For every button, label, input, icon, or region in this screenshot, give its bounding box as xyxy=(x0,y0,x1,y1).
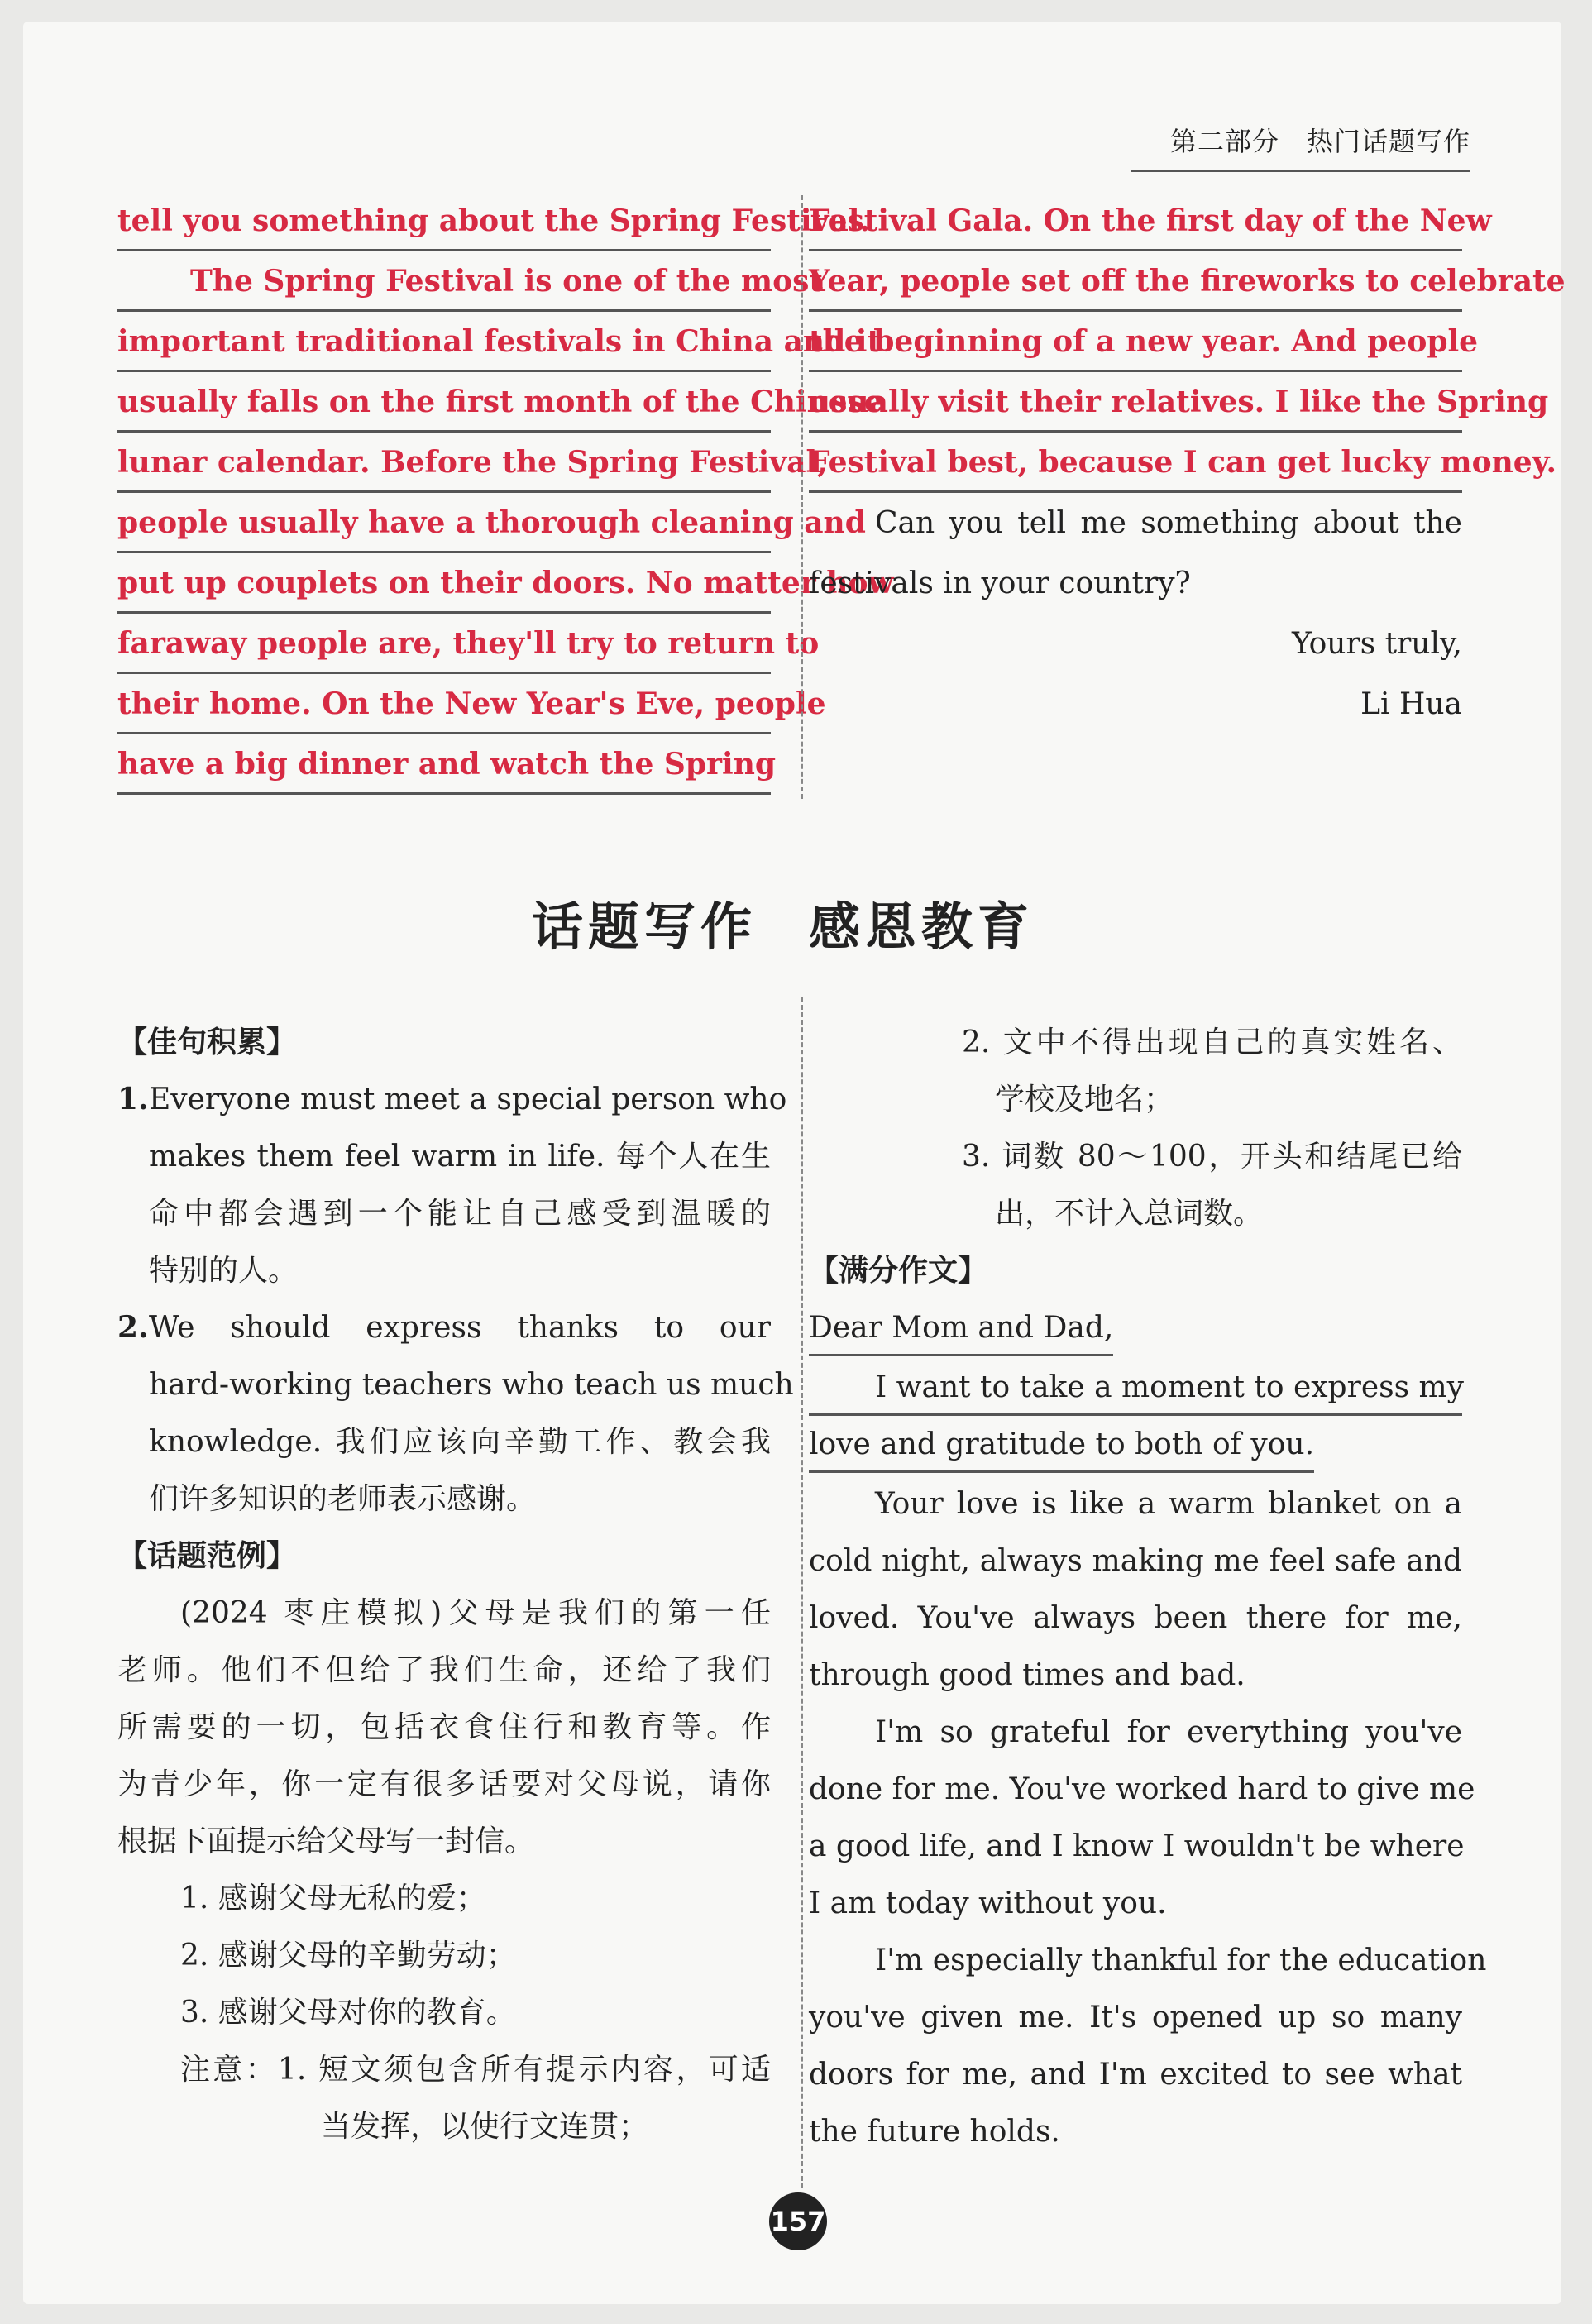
essay-line: important traditional festivals in China and it xyxy=(117,312,771,372)
good-sentence-2 xyxy=(117,1299,794,1528)
note-line: 2. 文中不得出现自己的真实姓名、 xyxy=(962,1026,1462,1059)
note-line: 3. 词数 80～100，开头和结尾已给 xyxy=(962,1140,1462,1174)
essay-line: lunar calendar. Before the Spring Festival, xyxy=(117,433,771,493)
paragraph-line: loved. You've always been there for me, xyxy=(809,1601,1462,1635)
sentence-line: We should express thanks to our xyxy=(149,1311,771,1345)
paragraph-line: I'm especially thankful for the education xyxy=(875,1944,1487,1977)
topic-example-label: 【话题范例】 xyxy=(117,1539,297,1573)
opening-line: I want to take a moment to express my xyxy=(809,1359,1462,1416)
prompt-line: 为青少年，你一定有很多话要对父母说，请你 xyxy=(117,1767,771,1801)
note-line: 出，不计入总词数。 xyxy=(995,1197,1264,1231)
left-column-lower xyxy=(117,1014,794,2155)
paragraph-line: done for me. You've worked hard to give me xyxy=(809,1772,1475,1806)
essay-line: their home. On the New Year's Eve, people xyxy=(117,674,771,734)
essay-line: usually falls on the first month of the Chinese xyxy=(117,372,771,433)
closing-line: Can you tell me something about the xyxy=(875,506,1462,540)
essay-line: usually visit their relatives. I like the Spring xyxy=(809,372,1462,433)
sign-off: Yours truly, xyxy=(1292,627,1462,661)
signature: Li Hua xyxy=(1360,687,1462,721)
section-title-right: 感恩教育 xyxy=(809,897,1035,957)
prompt-point: 1. 感谢父母无私的爱； xyxy=(180,1882,486,1915)
essay-line: people usually have a thorough cleaning and xyxy=(117,493,771,553)
essay-line: have a big dinner and watch the Spring xyxy=(117,734,771,795)
paragraph-line: the future holds. xyxy=(809,2115,1060,2149)
essay-line: Festival best, because I can get lucky money. xyxy=(809,433,1462,493)
right-column-lower xyxy=(809,1014,1487,2160)
essay-line: Year, people set off the fireworks to celebrate xyxy=(809,251,1462,312)
section-header: 第二部分 热门话题写作 xyxy=(1169,126,1470,157)
paragraph-line: I'm so grateful for everything you've xyxy=(875,1715,1462,1749)
column-divider xyxy=(801,997,803,2188)
prev-essay-right xyxy=(809,191,1566,734)
paragraph-line: I am today without you. xyxy=(809,1886,1167,1920)
good-sentences-label: 【佳句积累】 xyxy=(117,1026,297,1059)
note-line: 当发挥，以使行文连贯； xyxy=(321,2110,649,2144)
prev-essay-left xyxy=(117,191,894,795)
book-page xyxy=(23,22,1566,2304)
sentence-line: 们许多知识的老师表示感谢。 xyxy=(149,1482,537,1516)
paragraph-line: through good times and bad. xyxy=(809,1658,1245,1692)
paragraph-line: a good life, and I know I wouldn't be where xyxy=(809,1829,1465,1863)
essay-greeting: Dear Mom and Dad, xyxy=(809,1299,1113,1356)
paragraph-line: doors for me, and I'm excited to see what xyxy=(809,2058,1462,2092)
good-sentence-1 xyxy=(117,1071,787,1299)
prompt-line: 根据下面提示给父母写一封信。 xyxy=(117,1824,535,1858)
essay-line: tell you something about the Spring Festival. xyxy=(117,191,771,251)
prompt-point: 3. 感谢父母对你的教育。 xyxy=(180,1996,516,2030)
note-line: 注意：1. 短文须包含所有提示内容，可适 xyxy=(180,2053,771,2087)
note-line: 学校及地名； xyxy=(995,1083,1174,1117)
essay-line: The Spring Festival is one of the most xyxy=(117,251,771,312)
sentence-line: 命中都会遇到一个能让自己感受到温暖的 xyxy=(149,1197,771,1231)
section-title-left: 话题写作 xyxy=(532,897,758,957)
sentence-line: hard-working teachers who teach us much xyxy=(149,1368,794,1402)
sentence-line: makes them feel warm in life. 每个人在生 xyxy=(149,1140,771,1174)
page-number: 157 xyxy=(769,2192,827,2250)
sentence-line: Everyone must meet a special person who xyxy=(149,1083,787,1117)
essay-line: the beginning of a new year. And people xyxy=(809,312,1462,372)
column-divider xyxy=(801,195,803,799)
essay-line: Festival Gala. On the first day of the New xyxy=(809,191,1462,251)
item-number: 1. xyxy=(117,1082,149,1117)
header-rule xyxy=(1131,170,1470,172)
item-number: 2. xyxy=(117,1310,149,1345)
essay-line: faraway people are, they'll try to return to xyxy=(117,614,771,674)
paragraph-line: Your love is like a warm blanket on a xyxy=(875,1487,1462,1521)
paragraph-line: cold night, always making me feel safe and xyxy=(809,1544,1462,1578)
paragraph-line: you've given me. It's opened up so many xyxy=(809,2001,1462,2035)
closing-line: festivals in your country? xyxy=(809,567,1191,600)
model-essay-label: 【满分作文】 xyxy=(809,1254,988,1288)
prompt-line: (2024 枣庄模拟)父母是我们的第一任 xyxy=(180,1596,771,1630)
essay-line: put up couplets on their doors. No matter how xyxy=(117,553,771,614)
prompt-line: 老师。他们不但给了我们生命，还给了我们 xyxy=(117,1653,771,1687)
opening-line: love and gratitude to both of you. xyxy=(809,1416,1314,1473)
sentence-line: 特别的人。 xyxy=(149,1254,299,1288)
prompt-point: 2. 感谢父母的辛勤劳动； xyxy=(180,1939,516,1973)
sentence-line: knowledge. 我们应该向辛勤工作、教会我 xyxy=(149,1425,771,1459)
prompt-line: 所需要的一切，包括衣食住行和教育等。作 xyxy=(117,1710,771,1744)
